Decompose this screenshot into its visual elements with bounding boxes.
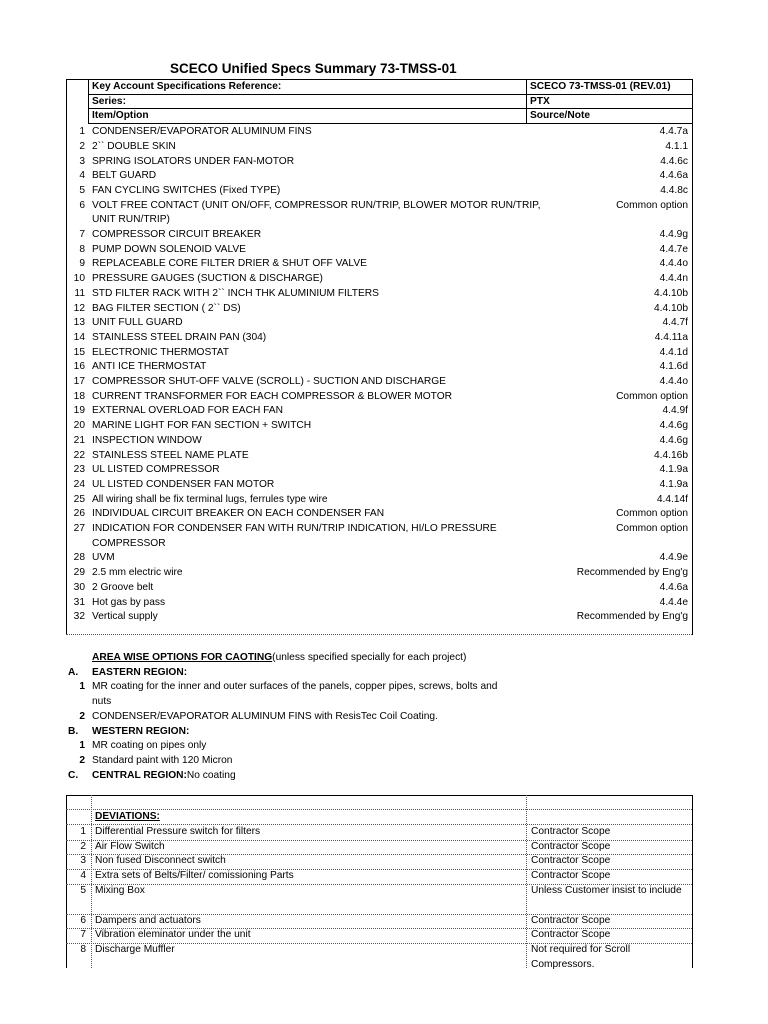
item-source: 4.4.6g — [659, 434, 688, 446]
deviation-note: Contractor Scope — [531, 870, 611, 882]
item-description: UVM — [92, 552, 115, 564]
header-left-border — [88, 79, 89, 124]
page-title: SCECO Unified Specs Summary 73-TMSS-01 — [170, 61, 457, 76]
item-number: 16 — [73, 361, 85, 373]
region-note: No coating — [186, 769, 236, 781]
item-number: 10 — [73, 273, 85, 285]
region-item-number: 2 — [79, 754, 85, 766]
item-description: COMPRESSOR CIRCUIT BREAKER — [92, 229, 262, 240]
header-label: Item/Option — [92, 110, 149, 122]
item-source: 4.4.7f — [662, 317, 688, 329]
item-description: STAINLESS STEEL DRAIN PAN (304) — [92, 331, 267, 343]
item-description: UL LISTED COMPRESSOR — [92, 464, 220, 476]
item-description: STD FILTER RACK WITH 2`` INCH THK ALUMINIUM FILTERS — [92, 287, 379, 299]
item-number: 6 — [79, 199, 85, 211]
item-number: 13 — [73, 317, 85, 329]
item-number: 25 — [73, 493, 85, 505]
region-option: MR coating on pipes only — [92, 740, 207, 752]
item-source: 4.4.6c — [660, 155, 688, 167]
item-number: 32 — [73, 611, 85, 623]
item-source: Common option — [616, 523, 688, 534]
item-description: 2`` DOUBLE SKIN — [92, 140, 176, 152]
deviation-number: 8 — [80, 943, 86, 955]
header-label: Key Account Specifications Reference: — [92, 81, 282, 92]
deviation-note: Contractor Scope — [531, 929, 611, 941]
header-row-line — [88, 94, 692, 95]
region-option: CONDENSER/EVAPORATOR ALUMINUM FINS with ResisTec Coil Coating. — [92, 710, 438, 722]
item-number: 11 — [74, 287, 85, 299]
header-column-divider — [526, 79, 527, 124]
item-description: PRESSURE GAUGES (SUCTION & DISCHARGE) — [92, 273, 323, 285]
deviation-note: Contractor Scope — [531, 840, 611, 852]
deviation-number: 3 — [80, 855, 86, 867]
item-description: BAG FILTER SECTION ( 2`` DS) — [92, 302, 241, 314]
item-description: COMPRESSOR SHUT-OFF VALVE (SCROLL) - SUCTION AND DISCHARGE — [92, 376, 446, 387]
item-description: UNIT FULL GUARD — [92, 317, 183, 329]
item-number: 29 — [73, 567, 85, 579]
item-description: ELECTRONIC THERMOSTAT — [92, 346, 229, 358]
item-number: 4 — [79, 170, 85, 182]
item-description: INDIVIDUAL CIRCUIT BREAKER ON EACH CONDENSER FAN — [92, 508, 385, 520]
item-number: 28 — [73, 552, 85, 564]
item-source: 4.1.9a — [659, 464, 688, 476]
section-separator — [66, 634, 692, 635]
item-source: 4.4.4n — [659, 273, 688, 285]
region-item-number: 2 — [79, 710, 85, 722]
item-number: 23 — [73, 464, 85, 476]
item-number: 3 — [79, 155, 85, 167]
item-description: VOLT FREE CONTACT (UNIT ON/OFF, COMPRESSOR RUN/TRIP, BLOWER MOTOR RUN/TRIP, — [92, 199, 541, 211]
deviation-number: 7 — [80, 929, 86, 941]
deviation-item: Discharge Muffler — [95, 943, 175, 955]
deviations-border-top — [66, 795, 692, 796]
item-number: 21 — [73, 434, 85, 446]
item-description: Hot gas by pass — [92, 596, 166, 608]
item-description: Vertical supply — [92, 611, 158, 623]
item-source: Common option — [616, 390, 688, 402]
deviation-item: Air Flow Switch — [95, 840, 165, 852]
item-source: 4.4.11a — [654, 331, 688, 343]
deviation-item: Mixing Box — [95, 884, 145, 896]
item-source: 4.4.10b — [654, 302, 688, 314]
item-description: INDICATION FOR CONDENSER FAN WITH RUN/TRIP INDICATION, HI/LO PRESSURE — [92, 523, 497, 534]
region-name: WESTERN REGION: — [92, 725, 190, 737]
item-source: 4.4.9e — [659, 552, 688, 564]
item-source: Common option — [616, 199, 688, 211]
item-number: 8 — [79, 243, 85, 255]
item-number: 20 — [73, 420, 85, 432]
item-number: 12 — [73, 302, 85, 314]
deviation-note: Contractor Scope — [531, 914, 611, 926]
item-source: 4.4.6a — [659, 170, 688, 182]
item-source: 4.4.7e — [659, 243, 688, 255]
item-source: 4.4.1d — [659, 346, 688, 358]
area-heading-title: AREA WISE OPTIONS FOR CAOTING — [92, 652, 273, 663]
header-row-line — [88, 108, 692, 109]
deviation-note: Contractor Scope — [531, 826, 611, 837]
item-source: 4.4.6g — [659, 420, 688, 432]
item-source: 4.4.10b — [654, 287, 688, 299]
header-row-line — [88, 123, 692, 124]
deviation-item: Dampers and actuators — [95, 914, 201, 926]
item-number: 26 — [73, 508, 85, 520]
item-description: CURRENT TRANSFORMER FOR EACH COMPRESSOR & BLOWER MOTOR — [92, 390, 452, 402]
item-source: 4.4.16b — [654, 449, 688, 461]
item-description: COMPRESSOR — [92, 537, 166, 549]
area-heading-note: (unless specified specially for each project) — [272, 652, 467, 663]
table-border-right — [692, 79, 693, 635]
deviation-item: Non fused Disconnect switch — [95, 855, 226, 867]
item-description: UL LISTED CONDENSER FAN MOTOR — [92, 478, 275, 490]
item-source: 4.4.9g — [659, 229, 688, 240]
item-number: 31 — [73, 596, 85, 608]
item-number: 1 — [79, 126, 85, 138]
item-number: 19 — [73, 405, 85, 417]
header-value: Source/Note — [530, 110, 591, 122]
deviation-number: 4 — [80, 870, 86, 882]
item-source: 4.4.7a — [659, 126, 688, 138]
region-key: C. — [68, 769, 79, 781]
item-number: 24 — [73, 478, 85, 490]
header-value: PTX — [530, 95, 550, 107]
item-description: BELT GUARD — [92, 170, 157, 182]
item-source: 4.4.9f — [662, 405, 688, 417]
item-number: 22 — [73, 449, 85, 461]
item-source: 4.4.6a — [659, 581, 688, 593]
item-source: 4.1.9a — [659, 478, 688, 490]
region-key: A. — [68, 666, 79, 678]
item-number: 7 — [79, 229, 85, 240]
item-description: REPLACEABLE CORE FILTER DRIER & SHUT OFF VALVE — [92, 258, 367, 270]
item-number: 27 — [73, 523, 85, 534]
area-heading — [92, 651, 466, 666]
item-source: 4.1.1 — [665, 140, 688, 152]
region-option: MR coating for the inner and outer surfaces of the panels, copper pipes, screws, bolts and — [92, 681, 498, 693]
item-source: 4.4.14f — [656, 493, 688, 505]
deviation-note: Not required for Scroll — [531, 943, 631, 955]
item-description: ANTI ICE THERMOSTAT — [92, 361, 207, 373]
deviation-note: Compressors. — [531, 958, 595, 970]
item-source: 4.4.4e — [659, 596, 688, 608]
item-description: EXTERNAL OVERLOAD FOR EACH FAN — [92, 405, 283, 417]
deviation-item: Extra sets of Belts/Filter/ comissioning Parts — [95, 870, 294, 882]
region-item-number: 1 — [79, 740, 85, 752]
deviation-number: 6 — [80, 914, 86, 926]
item-number: 17 — [73, 376, 85, 387]
region-option: nuts — [92, 696, 112, 708]
deviation-number: 2 — [80, 840, 86, 852]
region-option: Standard paint with 120 Micron — [92, 754, 233, 766]
item-source: 4.4.8c — [660, 184, 688, 196]
item-description: SPRING ISOLATORS UNDER FAN-MOTOR — [92, 155, 295, 167]
region-name: CENTRAL REGION:No coating — [92, 769, 236, 781]
item-description: INSPECTION WINDOW — [92, 434, 202, 446]
deviation-item: Vibration eleminator under the unit — [95, 929, 251, 941]
item-description: All wiring shall be fix terminal lugs, ferrules type wire — [92, 493, 328, 505]
header-label: Series: — [92, 95, 126, 107]
item-number: 9 — [79, 258, 85, 270]
deviations-heading: DEVIATIONS: — [95, 811, 160, 822]
item-source: Common option — [616, 508, 688, 520]
item-number: 2 — [79, 140, 85, 152]
item-description: 2.5 mm electric wire — [92, 567, 183, 579]
deviation-note: Unless Customer insist to include — [531, 884, 682, 896]
item-number: 15 — [73, 346, 85, 358]
item-number: 30 — [73, 581, 85, 593]
item-description: CONDENSER/EVAPORATOR ALUMINUM FINS — [92, 126, 312, 138]
item-description: STAINLESS STEEL NAME PLATE — [92, 449, 249, 461]
header-value: SCECO 73-TMSS-01 (REV.01) — [530, 81, 671, 92]
deviation-item: Differential Pressure switch for filters — [95, 826, 261, 837]
deviation-number: 5 — [80, 884, 86, 896]
item-source: 4.4.4o — [659, 376, 688, 387]
item-number: 14 — [73, 331, 85, 343]
item-description: MARINE LIGHT FOR FAN SECTION + SWITCH — [92, 420, 312, 432]
region-item-number: 1 — [79, 681, 85, 693]
item-source: Recommended by Eng'g — [576, 567, 688, 579]
item-number: 18 — [73, 390, 85, 402]
region-key: B. — [68, 725, 79, 737]
item-description: FAN CYCLING SWITCHES (Fixed TYPE) — [92, 184, 281, 196]
item-source: 4.4.4o — [659, 258, 688, 270]
item-description: UNIT RUN/TRIP) — [92, 214, 170, 226]
region-name: EASTERN REGION: — [92, 666, 188, 678]
item-description: 2 Groove belt — [92, 581, 154, 593]
item-source: Recommended by Eng'g — [576, 611, 688, 623]
deviations-border-right — [692, 795, 693, 968]
deviation-note: Contractor Scope — [531, 855, 611, 867]
item-description: PUMP DOWN SOLENOID VALVE — [92, 243, 246, 255]
item-source: 4.1.6d — [659, 361, 688, 373]
deviation-number: 1 — [80, 826, 86, 837]
item-number: 5 — [79, 184, 85, 196]
